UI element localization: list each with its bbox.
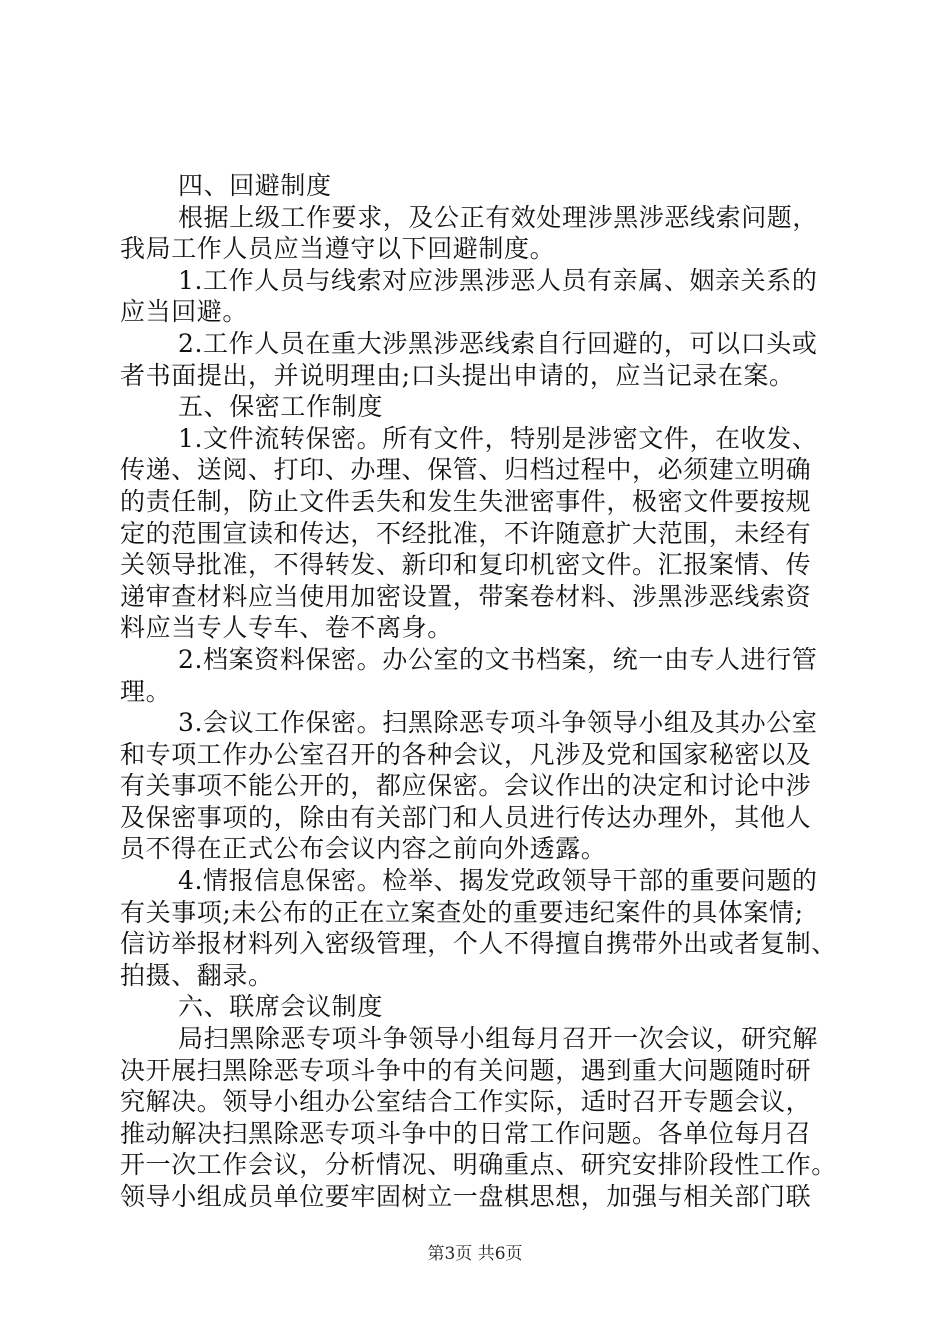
text-line: 开一次工作会议，分析情况、明确重点、研究安排阶段性工作。 — [120, 1150, 837, 1180]
text-line: 有关事项不能公开的，都应保密。会议作出的决定和讨论中涉 — [120, 771, 812, 801]
text-line: 六、联席会议制度 — [178, 992, 383, 1022]
text-line: 四、回避制度 — [178, 171, 332, 200]
text-line: 关领导批准，不得转发、新印和复印机密文件。汇报案情、传 — [120, 550, 812, 580]
text-line: 推动解决扫黑除恶专项斗争中的日常工作问题。各单位每月召 — [120, 1118, 812, 1148]
text-line: 领导小组成员单位要牢固树立一盘棋思想，加强与相关部门联 — [120, 1182, 812, 1211]
text-line: 2.档案资料保密。办公室的文书档案，统一由专人进行管 — [178, 644, 818, 674]
text-line: 传递、送阅、打印、办理、保管、归档过程中，必须建立明确 — [120, 455, 812, 485]
text-line: 3.会议工作保密。扫黑除恶专项斗争领导小组及其办公室 — [178, 708, 818, 738]
text-line: 局扫黑除恶专项斗争领导小组每月召开一次会议，研究解 — [178, 1024, 819, 1054]
text-line: 的责任制，防止文件丢失和发生失泄密事件，极密文件要按规 — [120, 486, 812, 516]
text-line: 及保密事项的，除由有关部门和人员进行传达办理外，其他人 — [120, 802, 812, 832]
text-line: 2.工作人员在重大涉黑涉恶线索自行回避的，可以口头或 — [178, 328, 818, 358]
text-line: 理。 — [120, 676, 172, 706]
text-line: 者书面提出，并说明理由;口头提出申请的，应当记录在案。 — [120, 360, 795, 390]
text-line: 4.情报信息保密。检举、揭发党政领导干部的重要问题的 — [178, 866, 818, 896]
document-body — [120, 170, 840, 1213]
text-line: 应当回避。 — [120, 297, 249, 327]
text-line: 信访举报材料列入密级管理，个人不得擅自携带外出或者复制、 — [120, 929, 837, 959]
text-line: 和专项工作办公室召开的各种会议，凡涉及党和国家秘密以及 — [120, 739, 812, 769]
page-footer: 第3页 共6页 — [427, 1244, 523, 1264]
text-line: 五、保密工作制度 — [178, 392, 383, 422]
text-line: 我局工作人员应当遵守以下回避制度。 — [120, 234, 556, 264]
text-line: 有关事项;未公布的正在立案查处的重要违纪案件的具体案情; — [120, 897, 804, 927]
text-line: 决开展扫黑除恶专项斗争中的有关问题，遇到重大问题随时研 — [120, 1055, 812, 1085]
text-line: 定的范围宣读和传达，不经批准，不许随意扩大范围，未经有 — [120, 518, 812, 548]
text-line: 拍摄、翻录。 — [120, 960, 274, 990]
text-line: 料应当专人专车、卷不离身。 — [120, 613, 453, 643]
text-line: 1.文件流转保密。所有文件，特别是涉密文件，在收发、 — [178, 423, 818, 453]
text-line: 根据上级工作要求，及公正有效处理涉黑涉恶线索问题， — [178, 202, 819, 232]
text-line: 递审查材料应当使用加密设置，带案卷材料、涉黑涉恶线索资 — [120, 581, 812, 611]
text-line: 员不得在正式公布会议内容之前向外透露。 — [120, 834, 607, 864]
text-line: 究解决。领导小组办公室结合工作实际，适时召开专题会议， — [120, 1087, 812, 1117]
text-line: 1.工作人员与线索对应涉黑涉恶人员有亲属、姻亲关系的 — [178, 265, 818, 295]
